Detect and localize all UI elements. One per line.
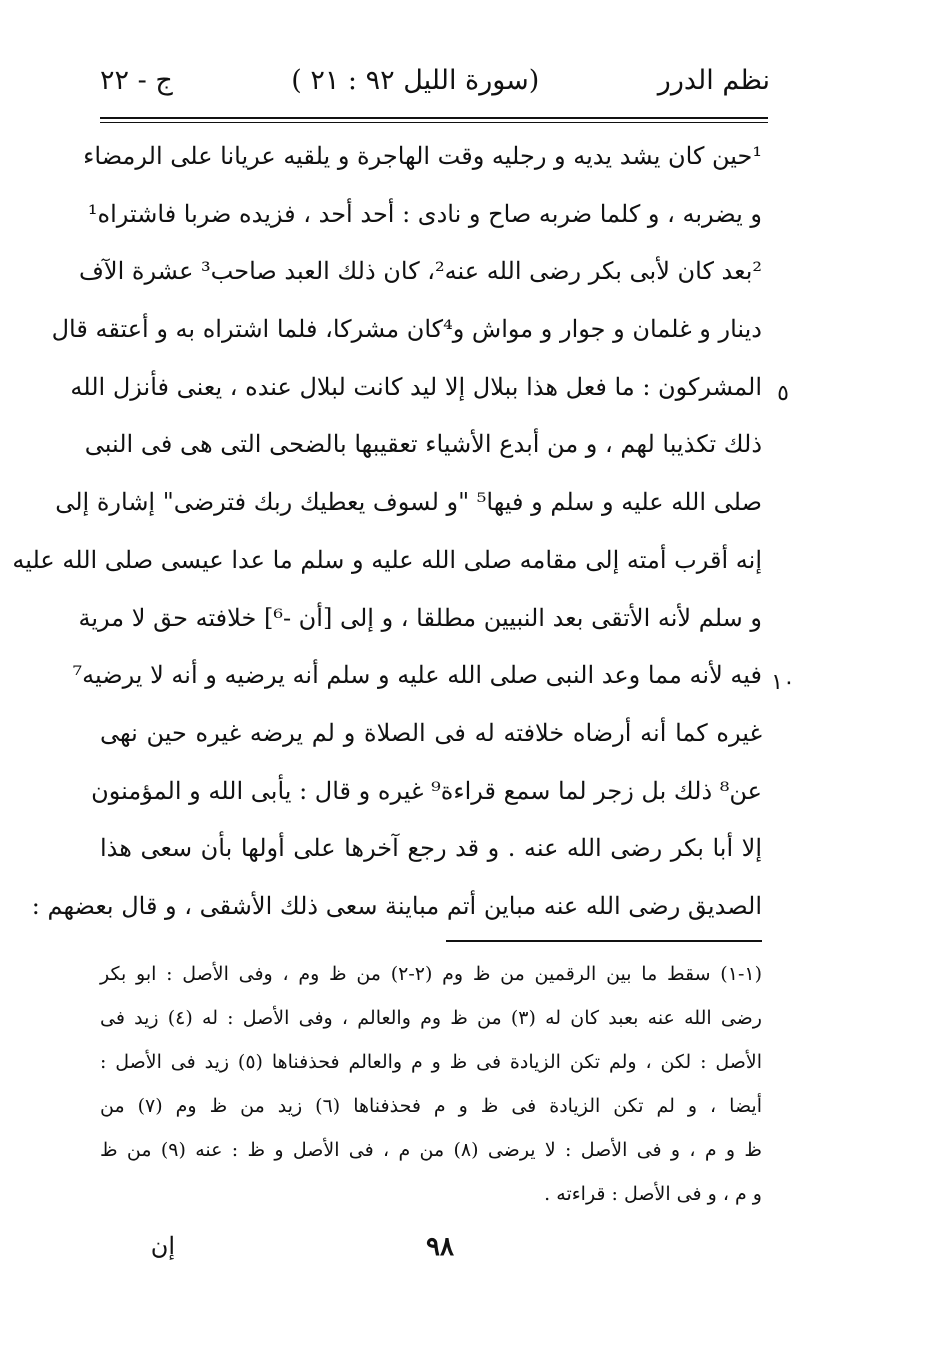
- text-line: صلى الله عليه و سلم و فيها⁵ "و لسوف يعطيك ربك فترضى" إشارة إلى: [55, 488, 762, 517]
- footnote-line: و م ، و فى الأصل : قراءته .: [544, 1183, 762, 1205]
- footnote-line: الأصل : لكن ، ولم تكن الزيادة فى ظ و م والعالم فحذفناها (٥) زيد فى الأصل :: [100, 1051, 762, 1073]
- footnote-line: رضى الله عنه بعبد كان له (٣) من ظ وم والعالم ، وفى الأصل : له (٤) زيد فى: [100, 1007, 762, 1029]
- footnote-line: (١-١) سقط ما بين الرقمين من ظ وم (٢-٢) من ظ وم ، وفى الأصل : ابو بكر: [100, 963, 763, 985]
- volume-number: ج - ٢٢: [100, 64, 173, 96]
- text-line: الصديق رضى الله عنه مباين أتم مباينة سعى ذلك الأشقى ، و قال بعضهم :: [31, 891, 762, 920]
- main-text: [12, 128, 763, 936]
- text-line: إنه أقرب أمته إلى مقامه صلى الله عليه و سلم ما عدا عيسى صلى الله عليه: [12, 545, 762, 574]
- text-line: ¹حين كان يشد يديه و رجليه وقت الهاجرة و يلقيه عريانا على الرمضاء: [83, 142, 762, 170]
- footnote-rule: [446, 940, 762, 942]
- footnote-line: أيضا ، و لم تكن الزيادة فى ظ و م فحذفناها (٦) زيد من ظ وم (٧) من: [100, 1095, 763, 1117]
- text-line: و سلم لأنه الأتقى بعد النبيين مطلقا ، و إلى [أن -⁶] خلافته حق لا مرية: [78, 603, 762, 632]
- text-line: إلا أبا بكر رضى الله عنه . و قد رجع آخرها على أولها بأن سعى هذا: [100, 834, 763, 863]
- footnote-line: ظ و م ، و فى الأصل : لا يرضى (٨) من م ، فى الأصل و ظ : عنه (٩) من ظ: [100, 1139, 762, 1161]
- text-line: غيره كما أنه أرضاه خلافته له فى الصلاة و لم يرضه غيره حين نهى: [100, 718, 762, 747]
- surah-reference: (سورة الليل ٩٢ : ٢١ ): [291, 64, 540, 96]
- text-line: و يضربه ، و كلما ضربه صاح و نادى : أحد أحد ، فزيده ضربا فاشتراه¹: [87, 199, 762, 228]
- text-line: المشركون : ما فعل هذا ببلال إلا ليد كانت لبلال عنده ، يعنى فأنزل الله: [70, 372, 762, 401]
- text-line: دينار و غلمان و جوار و مواش و⁴كان مشركا، فلما اشتراه به و أعتقه قال: [51, 315, 762, 344]
- page-header: [100, 58, 770, 102]
- line-number-5: ٥: [777, 381, 789, 406]
- footnotes: [100, 952, 762, 1216]
- line-number-10: ١٠: [771, 670, 795, 695]
- header-rule-thin: [100, 122, 768, 123]
- catchword: إن: [150, 1232, 175, 1260]
- page-number: ٩٨: [426, 1232, 454, 1262]
- text-line: ذلك تكذيبا لهم ، و من أبدع الأشياء تعقيبها بالضحى التى هى فى النبى: [84, 430, 762, 459]
- text-line: عن⁸ ذلك بل زجر لما سمع قراءة⁹ غيره و قال : يأبى الله و المؤمنون: [91, 776, 762, 805]
- text-line: فيه لأنه مما وعد النبى صلى الله عليه و سلم أنه يرضيه و أنه لا يرضيه⁷: [72, 661, 762, 690]
- text-line: ²بعد كان لأبى بكر رضى الله عنه²، كان ذلك العبد صاحب³ عشرة الآف: [79, 257, 762, 286]
- header-rule: [100, 117, 768, 119]
- book-title: نظم الدرر: [657, 64, 770, 96]
